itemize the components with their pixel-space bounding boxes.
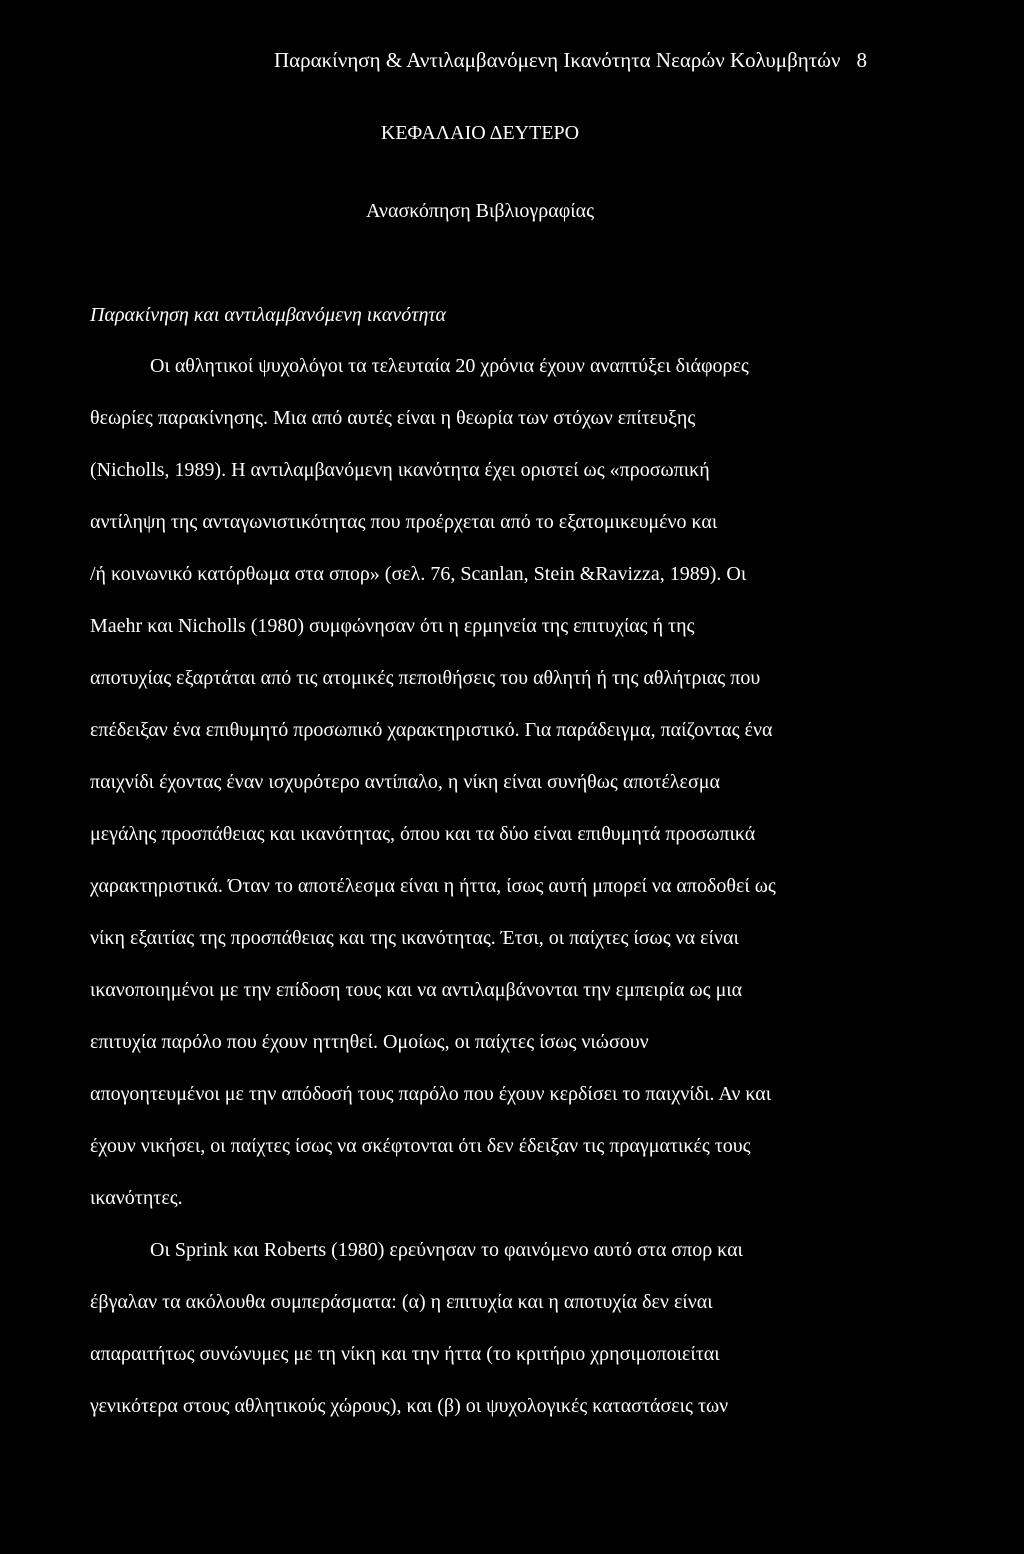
paragraph-line: θεωρίες παρακίνησης. Μια από αυτές είναι η θεωρία των στόχων επίτευξης: [90, 407, 696, 429]
paragraph-line: νίκη εξαιτίας της προσπάθειας και της ικανότητας. Έτσι, οι παίχτες ίσως να είναι: [90, 927, 739, 949]
paragraph-line: ικανοποιημένοι με την επίδοση τους και να αντιλαμβάνονται την εμπειρία ως μια: [90, 979, 743, 1001]
paragraph-line: αντίληψη της ανταγωνιστικότητας που προέρχεται από το εξατομικευμένο και: [90, 511, 718, 533]
paragraph-line: απαραιτήτως συνώνυμες με τη νίκη και την ήττα (το κριτήριο χρησιμοποιείται: [90, 1343, 720, 1365]
paragraph-line: γενικότερα στους αθλητικούς χώρους), και (β) οι ψυχολογικές καταστάσεις των: [90, 1395, 729, 1417]
paragraph-line: επέδειξαν ένα επιθυμητό προσωπικό χαρακτηριστικό. Για παράδειγμα, παίζοντας ένα: [90, 719, 773, 741]
paragraph-line: (Nicholls, 1989). Η αντιλαμβανόμενη ικανότητα έχει οριστεί ως «προσωπική: [90, 459, 710, 481]
paragraph-line: Οι αθλητικοί ψυχολόγοι τα τελευταία 20 χρόνια έχουν αναπτύξει διάφορες: [150, 355, 749, 377]
paragraph-line: Maehr και Nicholls (1980) συμφώνησαν ότι η ερμηνεία της επιτυχίας ή της: [90, 615, 695, 637]
running-header: [0, 46, 867, 74]
paragraph-line: έβγαλαν τα ακόλουθα συμπεράσματα: (α) η επιτυχία και η αποτυχία δεν είναι: [90, 1291, 713, 1313]
paragraph-line: επιτυχία παρόλο που έχουν ηττηθεί. Ομοίως, οι παίχτες ίσως νιώσουν: [90, 1031, 649, 1053]
paragraph-line: αποτυχίας εξαρτάται από τις ατομικές πεποιθήσεις του αθλητή ή της αθλήτριας που: [90, 667, 761, 689]
chapter-label: ΚΕΦΑΛΑΙΟ ΔΕΥΤΕΡΟ: [380, 122, 580, 144]
section-heading: Παρακίνηση και αντιλαμβανόμενη ικανότητα: [90, 304, 447, 326]
paragraph-line: έχουν νικήσει, οι παίχτες ίσως να σκέφτονται ότι δεν έδειξαν τις πραγματικές τους: [90, 1135, 751, 1157]
paragraph-line: /ή κοινωνικό κατόρθωμα στα σπορ» (σελ. 76, Scanlan, Stein &Ravizza, 1989). Οι: [90, 563, 747, 585]
paragraph-line: ικανότητες.: [90, 1187, 183, 1209]
paragraph-line: απογοητευμένοι με την απόδοσή τους παρόλο που έχουν κερδίσει το παιχνίδι. Αν και: [90, 1083, 772, 1105]
paragraph-line: παιχνίδι έχοντας έναν ισχυρότερο αντίπαλο, η νίκη είναι συνήθως αποτέλεσμα: [90, 771, 720, 793]
page-number: 8: [856, 48, 867, 72]
paragraph-line: χαρακτηριστικά. Όταν το αποτέλεσμα είναι η ήττα, ίσως αυτή μπορεί να αποδοθεί ως: [90, 875, 776, 897]
paragraph-line: Οι Sprink και Roberts (1980) ερεύνησαν το φαινόμενο αυτό στα σπορ και: [150, 1239, 743, 1261]
chapter-title: Ανασκόπηση Βιβλιογραφίας: [365, 200, 595, 222]
paragraph-line: μεγάλης προσπάθειας και ικανότητας, όπου και τα δύο είναι επιθυμητά προσωπικά: [90, 823, 756, 845]
running-title: Παρακίνηση & Αντιλαμβανόμενη Ικανότητα Νεαρών Κολυμβητών: [273, 48, 841, 72]
